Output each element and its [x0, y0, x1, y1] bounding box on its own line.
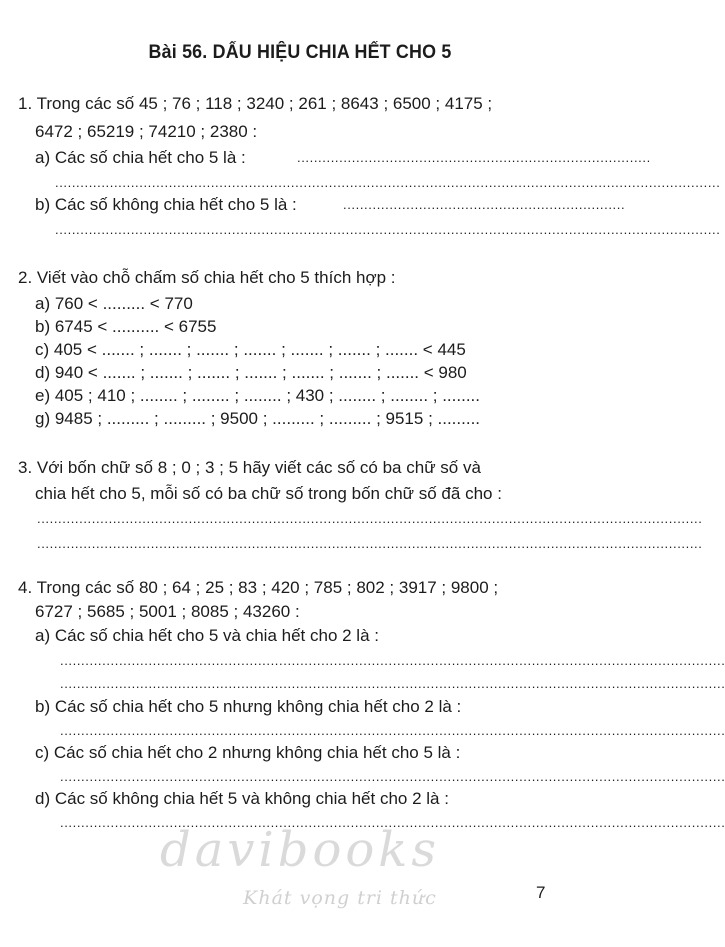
- q1-prompt-line1: 1. Trong các số 45 ; 76 ; 118 ; 3240 ; 261 ; 8643 ; 6500 ; 4175 ;: [18, 94, 493, 113]
- answer-line: ..............................................................................................................................................................: [60, 769, 725, 784]
- q2-part-b: b) 6745 < .......... < 6755: [35, 317, 217, 336]
- q2-part-a: a) 760 < ......... < 770: [35, 294, 193, 313]
- q2-part-c: c) 405 < ....... ; ....... ; ....... ; ....... ; ....... ; ....... ; ....... < 445: [35, 340, 466, 359]
- q1-part-b: b) Các số không chia hết cho 5 là :: [35, 195, 297, 214]
- q1-part-a: a) Các số chia hết cho 5 là :: [35, 148, 246, 167]
- lesson-title: Bài 56. DẤU HIỆU CHIA HẾT CHO 5: [148, 42, 452, 63]
- q4-part-b: b) Các số chia hết cho 5 nhưng không chia hết cho 2 là :: [35, 697, 462, 716]
- q3-prompt-line1: 3. Với bốn chữ số 8 ; 0 ; 3 ; 5 hãy viết các số có ba chữ số và: [18, 458, 481, 477]
- page-number: 7: [536, 883, 546, 902]
- q2-part-d: d) 940 < ....... ; ....... ; ....... ; ....... ; ....... ; ....... ; ....... < 980: [35, 363, 467, 382]
- answer-line: ...................................................................: [343, 197, 626, 212]
- q4-prompt-line1: 4. Trong các số 80 ; 64 ; 25 ; 83 ; 420 ; 785 ; 802 ; 3917 ; 9800 ;: [18, 578, 499, 597]
- answer-line: ..............................................................................................................................................................: [60, 653, 725, 668]
- q2-part-e: e) 405 ; 410 ; ........ ; ........ ; ........ ; 430 ; ........ ; ........ ; ........: [35, 386, 480, 405]
- answer-line: ..............................................................................................................................................................: [37, 536, 703, 551]
- q4-part-a: a) Các số chia hết cho 5 và chia hết cho 2 là :: [35, 626, 379, 645]
- q2-part-g: g) 9485 ; ......... ; ......... ; 9500 ; ......... ; ......... ; 9515 ; .........: [35, 409, 481, 428]
- q3-prompt-line2: chia hết cho 5, mỗi số có ba chữ số trong bốn chữ số đã cho :: [35, 484, 502, 503]
- answer-line: ..............................................................................................................................................................: [55, 175, 721, 190]
- q1-prompt-line2: 6472 ; 65219 ; 74210 ; 2380 :: [35, 122, 258, 141]
- watermark-slogan: Khát vọng tri thức: [243, 887, 437, 909]
- answer-line: ..............................................................................................................................................................: [55, 222, 721, 237]
- answer-line: ..............................................................................................................................................................: [37, 511, 703, 526]
- watermark-brand: davibooks: [159, 822, 441, 878]
- answer-line: ..............................................................................................................................................................: [60, 815, 725, 830]
- answer-line: ..............................................................................................................................................................: [60, 676, 725, 691]
- answer-line: ..............................................................................................................................................................: [60, 723, 725, 738]
- answer-line: ....................................................................................: [297, 150, 651, 165]
- q2-prompt: 2. Viết vào chỗ chấm số chia hết cho 5 thích hợp :: [18, 268, 396, 287]
- q4-prompt-line2: 6727 ; 5685 ; 5001 ; 8085 ; 43260 :: [35, 602, 300, 621]
- q4-part-d: d) Các số không chia hết 5 và không chia hết cho 2 là :: [35, 789, 449, 808]
- q4-part-c: c) Các số chia hết cho 2 nhưng không chia hết cho 5 là :: [35, 743, 461, 762]
